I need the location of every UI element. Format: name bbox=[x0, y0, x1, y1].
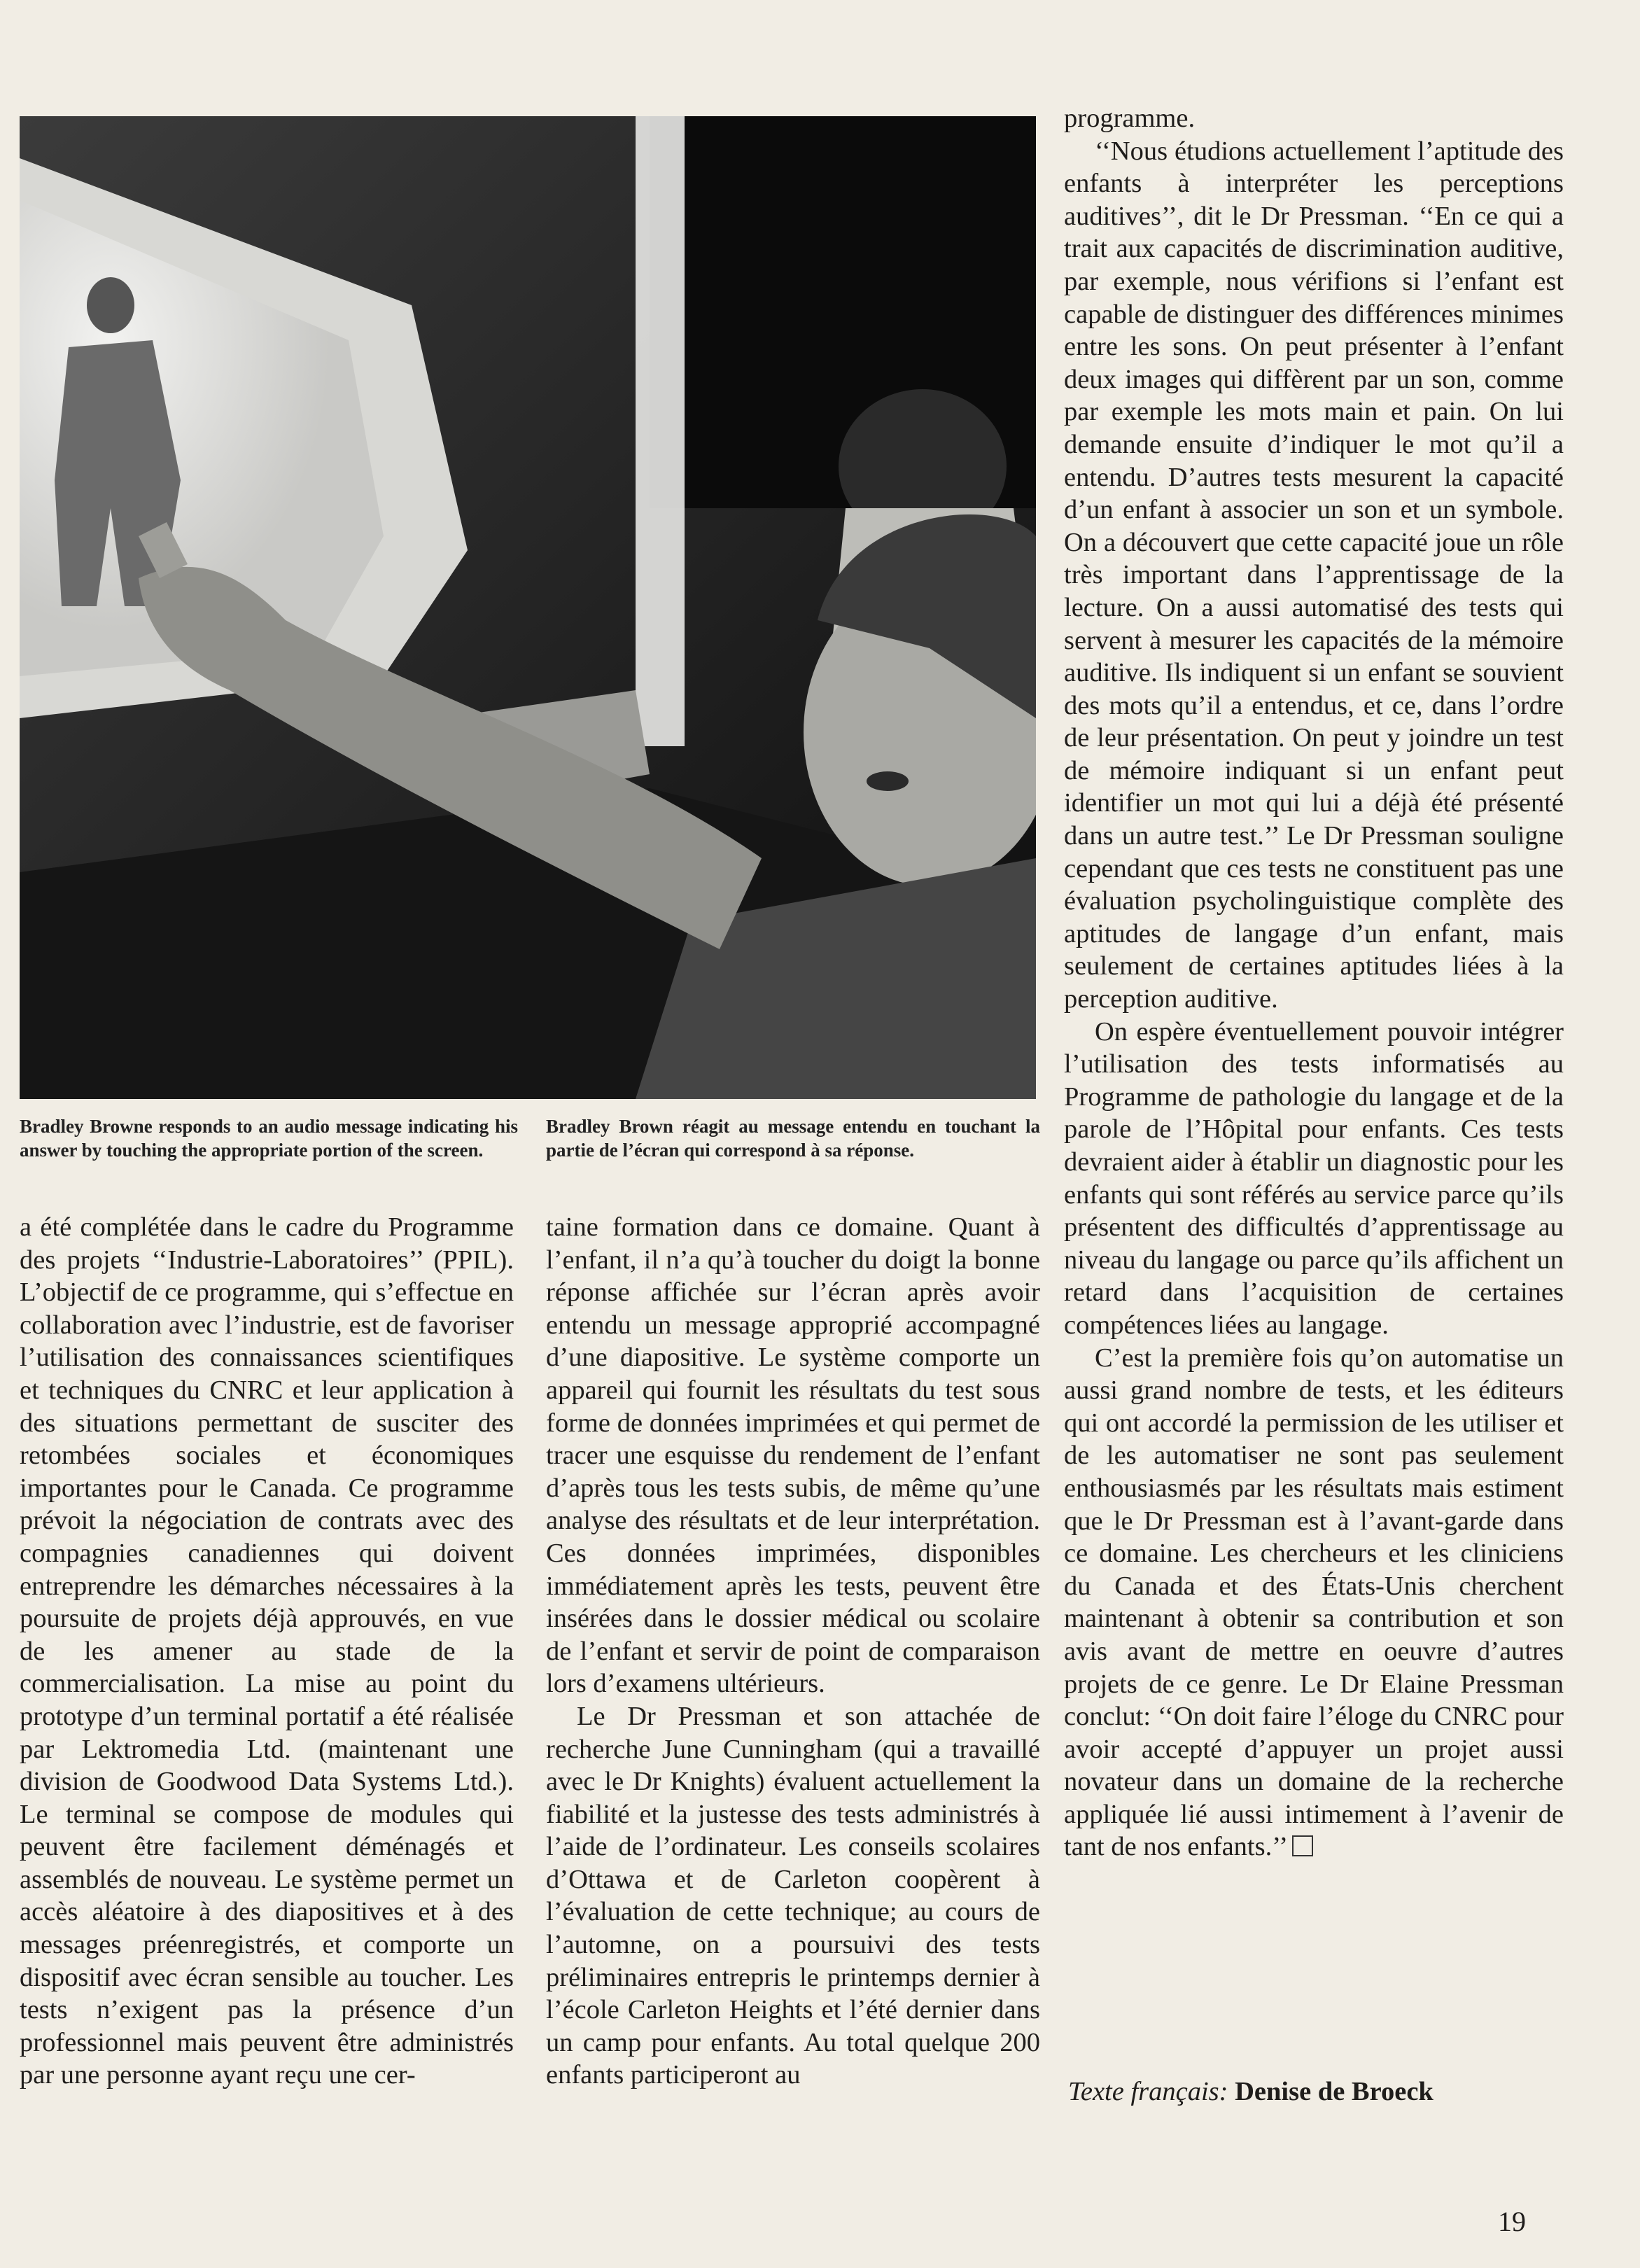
photo-caption-english: Bradley Browne responds to an audio message indicating his answer by touching the appropriate portion of the screen. bbox=[20, 1116, 518, 1161]
paragraph: On espère éventuellement pouvoir intégrer l’utilisation des tests informatisés au Programme de pathologie du langage et de la parole de l’Hôpital pour enfants. Ces tests devraient aider à établir un diagnostic pour les enfants qui sont référés au service parce qu’ils présentent des difficultés d’apprentissage au niveau du langage ou parce qu’ils affichent un retard dans l’acquisition de certaines compétences liées au langage. bbox=[1064, 1016, 1564, 1340]
paragraph: a été complétée dans le cadre du Programme des projets ‘‘Industrie-Laboratoires’’ (PPIL). L’objectif de ce programme, qui s’effectue en collaboration avec l’industrie, est de favoriser l’utilisation des connaissances scientifiques et techniques du CNRC et leur application à des situations permettant de susciter des retombées sociales et économiques importantes pour le Canada. Ce programme prévoit la négociation de contrats avec des compagnies canadiennes qui doivent entreprendre les démarches nécessaires à la poursuite de projets déjà approuvés, en vue de les amener au stade de la commercialisation. La mise au point du prototype d’un terminal portatif a été réalisée par Lektromedia Ltd. (maintenant une division de Goodwood Data Systems Ltd.). Le terminal se compose de modules qui peuvent être facilement déménagés et assemblés de nouveau. Le système permet un accès aléatoire à des diapositives et à des messages préenregistrés, et comporte un dispositif avec écran sensible au toucher. Les tests n’exigent pas la présence d’un professionnel mais peuvent être administrés par une personne ayant reçu une cer- bbox=[20, 1212, 514, 2090]
page-number: 19 bbox=[1498, 2206, 1526, 2237]
paragraph-text: C’est la première fois qu’on automatise un aussi grand nombre de tests, et les éditeurs qui ont accordé la permission de les utiliser et de les automatiser ne sont pas seulement enthousiasmés par les résultats mais estiment que le Dr Pressman est à l’avant-garde dans ce domaine. Les chercheurs et les cliniciens du Canada et des États-Unis cherchent maintenant à obtenir sa contribution et son avis avant de mettre en oeuvre d’autres projets de ce genre. Le Dr Elaine Pressman conclut: ‘‘On doit faire l’éloge du CNRC pour avoir accepté d’appuyer un projet aussi novateur dans un domaine de la recherche appliquée lié aussi intimement à l’avenir de tant de nos enfants.’’ bbox=[1064, 1343, 1564, 1862]
article-column-1 bbox=[20, 1211, 514, 2092]
paragraph: ‘‘Nous étudions actuellement l’aptitude des enfants à interpréter les perceptions auditives’’, dit le Dr Pressman. ‘‘En ce qui a trait aux capacités de discrimination auditive, par exemple, nous vérifions si l’enfant est capable de distinguer des différences minimes entre les sons. On peut présenter à l’enfant deux images qui diffèrent par un son, comme par exemple les mots main et pain. On lui demande ensuite d’indiquer le mot qu’il a entendu. D’autres tests mesurent la capacité d’un enfant à associer un son et un symbole. On a découvert que cette capacité joue un rôle très important dans l’apprentissage de la lecture. On a aussi automatisé des tests qui servent à mesurer les capacités de la mémoire auditive. Ils indiquent si un enfant se souvient des mots qu’il a entendus, et ce, dans l’ordre de leur présentation. On peut y joindre un test de mémoire indiquant si un enfant peut identifier un mot qui lui a déjà été présenté dans un autre test.’’ Le Dr Pressman souligne cependant que ces tests ne constituent pas une évaluation psycholinguistique complète des aptitudes de langage d’un enfant, mais seulement de certaines aptitudes liées à la perception auditive. bbox=[1064, 136, 1564, 1014]
end-of-article-icon bbox=[1292, 1835, 1313, 1856]
paragraph: taine formation dans ce domaine. Quant à l’enfant, il n’a qu’à toucher du doigt la bonne réponse affichée sur l’écran après avoir entendu un message approprié accompagné d’une diapositive. Le système comporte un appareil qui fournit les résultats du test sous forme de données imprimées et qui permet de tracer une esquisse du rendement de l’enfant d’après tous les tests subis, de même qu’une analyse des résultats et de leur interprétation. Ces données imprimées, disponibles immédiatement après les tests, peuvent être insérées dans le dossier médical ou scolaire de l’enfant et servir de point de comparaison lors d’examens ultérieurs. bbox=[546, 1212, 1040, 1699]
translation-credit bbox=[1068, 2076, 1434, 2107]
credit-label: Texte français: bbox=[1068, 2077, 1228, 2106]
paragraph: Le Dr Pressman et son attachée de recherche June Cunningham (qui a travaillé avec le Dr Knights) évaluent actuellement la fiabilité et la justesse des tests administrés à l’aide de l’ordinateur. Les conseils scolaires d’Ottawa et de Carleton coopèrent à l’évaluation de cette technique; au cours de l’automne, on a poursuivi des tests préliminaires entrepris le printemps dernier à l’école Carleton Heights et l’été dernier dans un camp pour enfants. Au total quelque 200 enfants participeront au bbox=[546, 1701, 1040, 2090]
article-photo bbox=[20, 116, 1036, 1099]
paragraph-final bbox=[1064, 1342, 1564, 1864]
boy-touching-screen-photo bbox=[20, 116, 1036, 1099]
article-column-3 bbox=[1064, 102, 1564, 1863]
paragraph: programme. bbox=[1064, 104, 1196, 133]
article-column-2 bbox=[546, 1211, 1040, 2092]
photo-caption-french: Bradley Brown réagit au message entendu en touchant la partie de l’écran qui correspond à sa réponse. bbox=[546, 1116, 1040, 1161]
credit-name: Denise de Broeck bbox=[1235, 2077, 1434, 2106]
